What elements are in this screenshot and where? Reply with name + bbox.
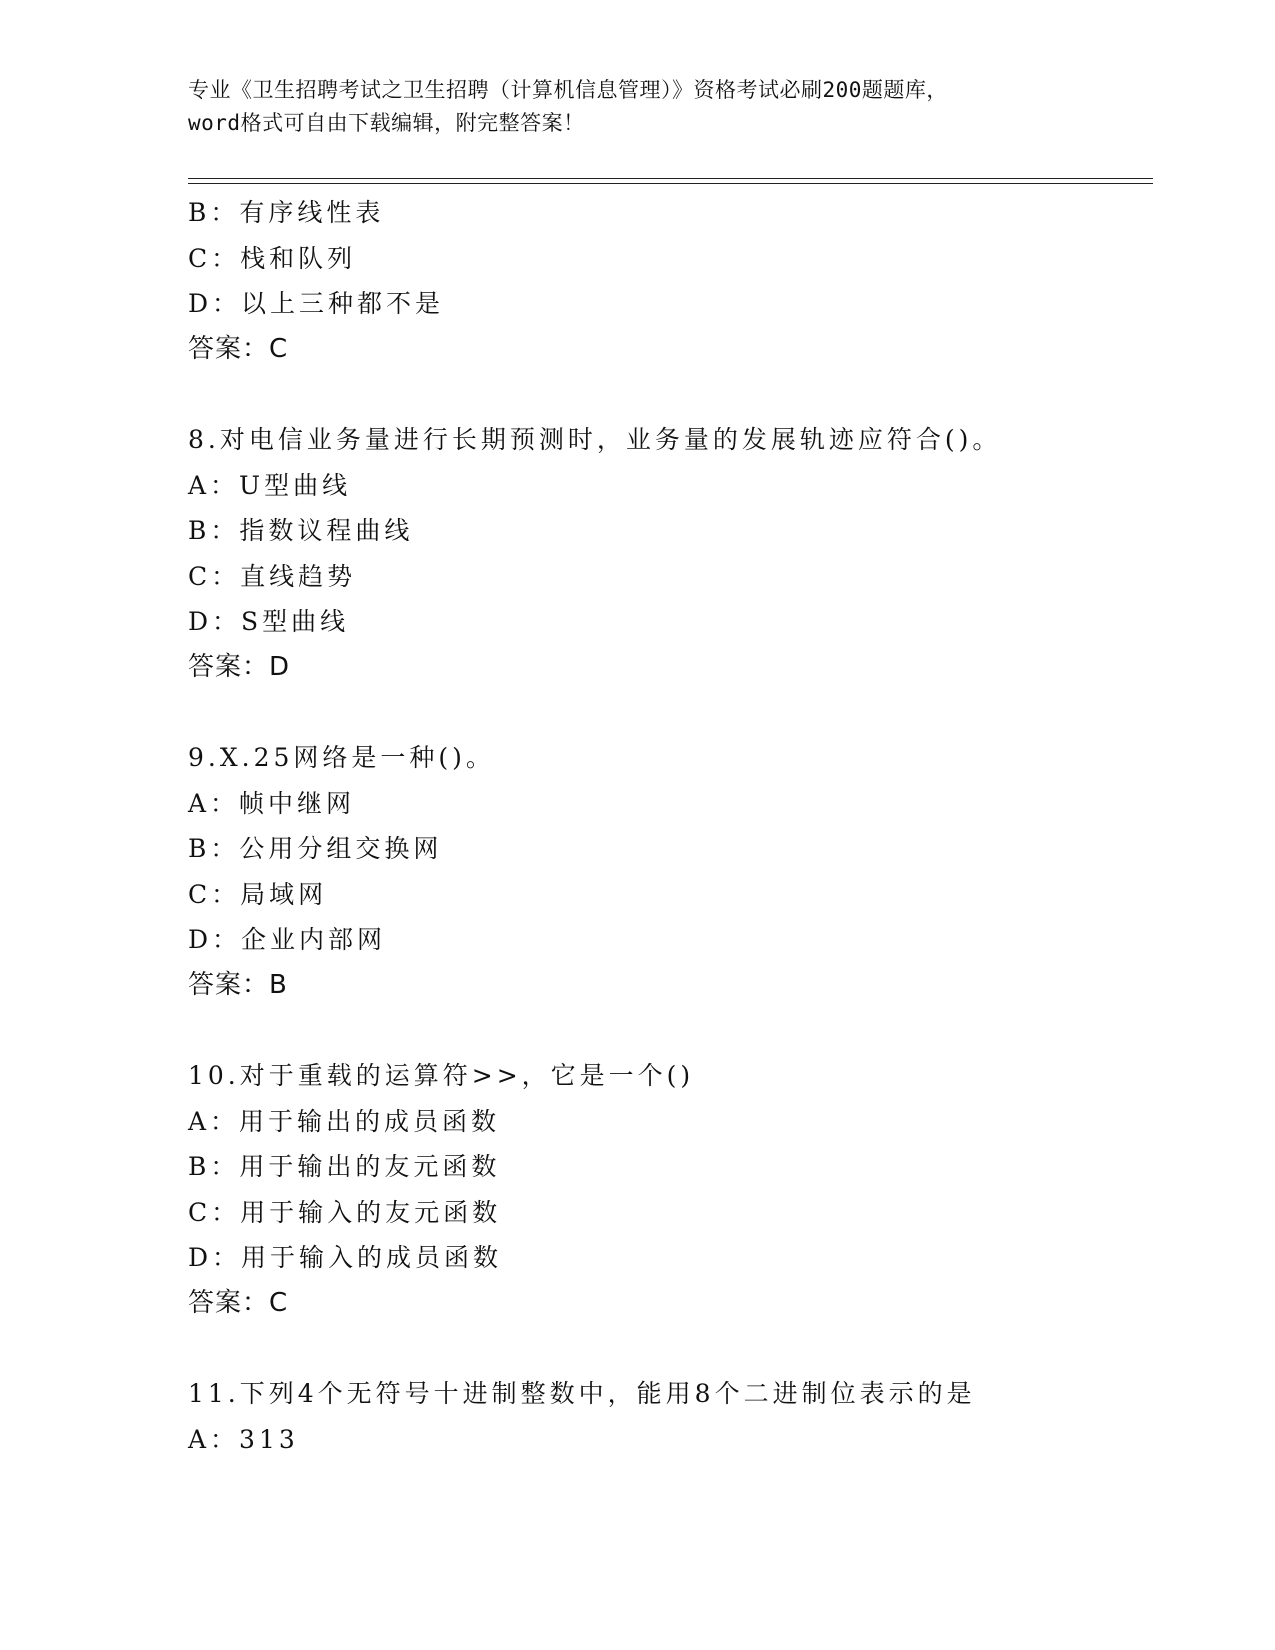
option-b: B：指数议程曲线 (188, 516, 414, 545)
option-b: B：用于输出的友元函数 (188, 1152, 501, 1181)
option-c: C：直线趋势 (188, 561, 357, 591)
header-line-1: 专业《卫生招聘考试之卫生招聘（计算机信息管理）》资格考试必刷200题题库， (188, 78, 948, 102)
question-text: 9.X.25网络是一种()。 (188, 743, 495, 772)
spacer (188, 1326, 1148, 1371)
option-b: B：有序线性表 (188, 198, 385, 227)
answer: 答案：C (188, 333, 289, 364)
header-divider-top (188, 178, 1153, 179)
option-b: B：公用分组交换网 (188, 834, 443, 863)
option-a: A：帧中继网 (188, 788, 356, 818)
question-text: 11.下列4个无符号十进制整数中，能用8个二进制位表示的是 (188, 1379, 976, 1408)
option-c: C：用于输入的友元函数 (188, 1197, 502, 1227)
question-text: 10.对于重载的运算符>>，它是一个() (188, 1061, 695, 1090)
question-list (188, 190, 1148, 1462)
option-d: D：企业内部网 (188, 925, 387, 954)
question-11 (188, 1371, 1148, 1462)
option-d: D：用于输入的成员函数 (188, 1243, 503, 1272)
option-c: C：栈和队列 (188, 243, 357, 273)
question-8 (188, 417, 1148, 690)
option-a: A：313 (188, 1424, 299, 1454)
option-c: C：局域网 (188, 879, 328, 909)
question-9 (188, 735, 1148, 1008)
header-divider-bottom (188, 183, 1153, 184)
spacer (188, 372, 1148, 417)
option-a: A：用于输出的成员函数 (188, 1106, 501, 1136)
answer: 答案：D (188, 651, 291, 682)
option-d: D：以上三种都不是 (188, 289, 445, 318)
answer: 答案：C (188, 1287, 289, 1318)
spacer (188, 690, 1148, 735)
document-header (188, 74, 1088, 140)
question-text: 8.对电信业务量进行长期预测时，业务量的发展轨迹应符合()。 (188, 425, 1002, 454)
option-d: D：S型曲线 (188, 607, 350, 636)
option-a: A：U型曲线 (188, 470, 352, 500)
answer: 答案：B (188, 969, 288, 1000)
spacer (188, 1008, 1148, 1053)
header-line-2: word格式可自由下载编辑，附完整答案！ (188, 111, 585, 135)
question-10 (188, 1053, 1148, 1326)
question-7-tail (188, 190, 1148, 372)
